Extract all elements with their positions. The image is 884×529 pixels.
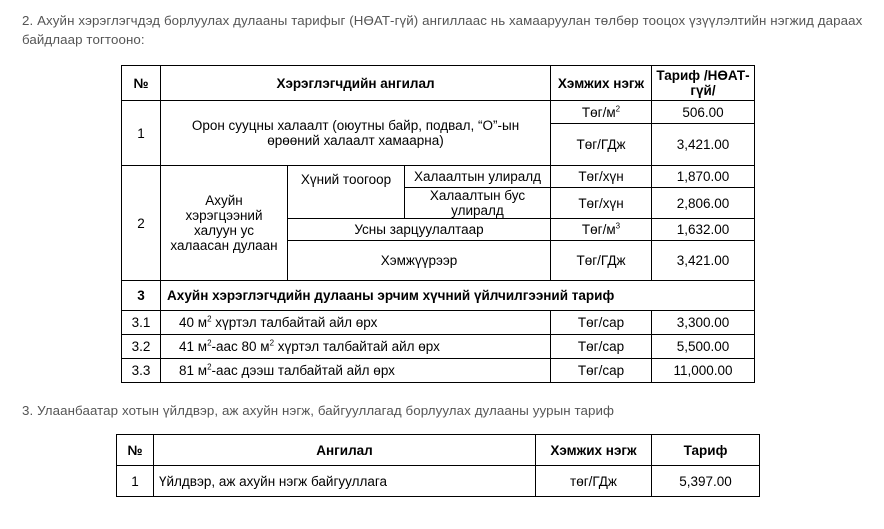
header-unit: Хэмжих нэгж xyxy=(551,66,652,101)
row1-no: 1 xyxy=(122,101,161,166)
row33-tariff: 11,000.00 xyxy=(652,359,755,383)
row2-group: Ахуйн хэрэгцээний халуун ус халаасан дулаан xyxy=(161,166,288,281)
row2-sub-d: Хэмжүүрээр xyxy=(288,241,551,281)
row2-no: 2 xyxy=(122,166,161,281)
table-row xyxy=(122,335,755,359)
row2-unit-a: Төг/хүн xyxy=(551,166,652,188)
steam-tariff-table xyxy=(116,434,760,497)
header-category: Хэрэглэгчдийн ангилал xyxy=(161,66,551,101)
table-row xyxy=(122,311,755,335)
row2-per-person: Хүний тоогоор xyxy=(288,166,405,219)
table-header-row xyxy=(117,435,760,466)
row2-sub-a: Халаалтын улиралд xyxy=(405,166,551,188)
header-category: Ангилал xyxy=(154,435,536,466)
row31-unit: Төг/сар xyxy=(551,311,652,335)
table-row xyxy=(122,101,755,124)
row31-tariff: 3,300.00 xyxy=(652,311,755,335)
row1-unit-a: Төг/$м^2$ xyxy=(551,101,652,124)
row32-no: 3.2 xyxy=(122,335,161,359)
row1-tariff-a: 506.00 xyxy=(652,101,755,124)
row3-no: 3 xyxy=(122,281,161,311)
row2-tariff-a: 1,870.00 xyxy=(652,166,755,188)
t2-row1-tariff: 5,397.00 xyxy=(652,466,760,497)
row2-tariff-b: 2,806.00 xyxy=(652,188,755,219)
row2-unit-b: Төг/хүн xyxy=(551,188,652,219)
t2-row1-no: 1 xyxy=(117,466,154,497)
paragraph-3: 3. Улаанбаатар хотын үйлдвэр, аж ахуйн нэгж, байгууллагад борлуулах дулааны уурын тариф xyxy=(22,403,615,418)
row2-sub-b: Халаалтын бус улиралд xyxy=(405,188,551,219)
row1-category: Орон сууцны халаалт (оюутны байр, подвал, “О”-ын өрөөний халаалт хамаарна) xyxy=(161,101,551,166)
row31-no: 3.1 xyxy=(122,311,161,335)
table-row xyxy=(122,166,755,188)
row2-sub-c: Усны зарцуулалтаар xyxy=(288,219,551,241)
row33-category: 81 $м^2$-аас дээш талбайтай айл өрх xyxy=(161,359,551,383)
row33-no: 3.3 xyxy=(122,359,161,383)
household-tariff-table xyxy=(121,65,755,383)
header-no: № xyxy=(122,66,161,101)
row32-tariff: 5,500.00 xyxy=(652,335,755,359)
row31-category: 40 $м^2$ хүртэл талбайтай айл өрх xyxy=(161,311,551,335)
table-header-row xyxy=(122,66,755,101)
header-tariff: Тариф /НӨАТ-гүй/ xyxy=(652,66,755,101)
t2-row1-unit: төг/ГДж xyxy=(536,466,652,497)
header-no: № xyxy=(117,435,154,466)
row2-unit-d: Төг/ГДж xyxy=(551,241,652,281)
table-row xyxy=(122,359,755,383)
table-row xyxy=(122,281,755,311)
table-row xyxy=(117,466,760,497)
header-unit: Хэмжих нэгж xyxy=(536,435,652,466)
row1-tariff-b: 3,421.00 xyxy=(652,124,755,166)
t2-row1-category: Үйлдвэр, аж ахуйн нэгж байгууллага xyxy=(154,466,536,497)
row1-unit-b: Төг/ГДж xyxy=(551,124,652,166)
row33-unit: Төг/сар xyxy=(551,359,652,383)
row2-unit-c: Төг/$м^3$ xyxy=(551,219,652,241)
row2-tariff-d: 3,421.00 xyxy=(652,241,755,281)
row32-category: 41 $м^2$-аас 80 $м^2$ хүртэл талбайтай айл өрх xyxy=(161,335,551,359)
row2-tariff-c: 1,632.00 xyxy=(652,219,755,241)
row32-unit: Төг/сар xyxy=(551,335,652,359)
row3-title: Ахуйн хэрэглэгчдийн дулааны эрчим хүчний үйлчилгээний тариф xyxy=(161,281,755,311)
paragraph-2: 2. Ахуйн хэрэглэгчдэд борлуулах дулааны тарифыг (НӨАТ-гүй) ангиллаас нь хамааруулан төлбөр тооцох үзүүлэлтийн нэгжид дараах байдлаар тогтооно: xyxy=(22,13,863,47)
header-tariff: Тариф xyxy=(652,435,760,466)
